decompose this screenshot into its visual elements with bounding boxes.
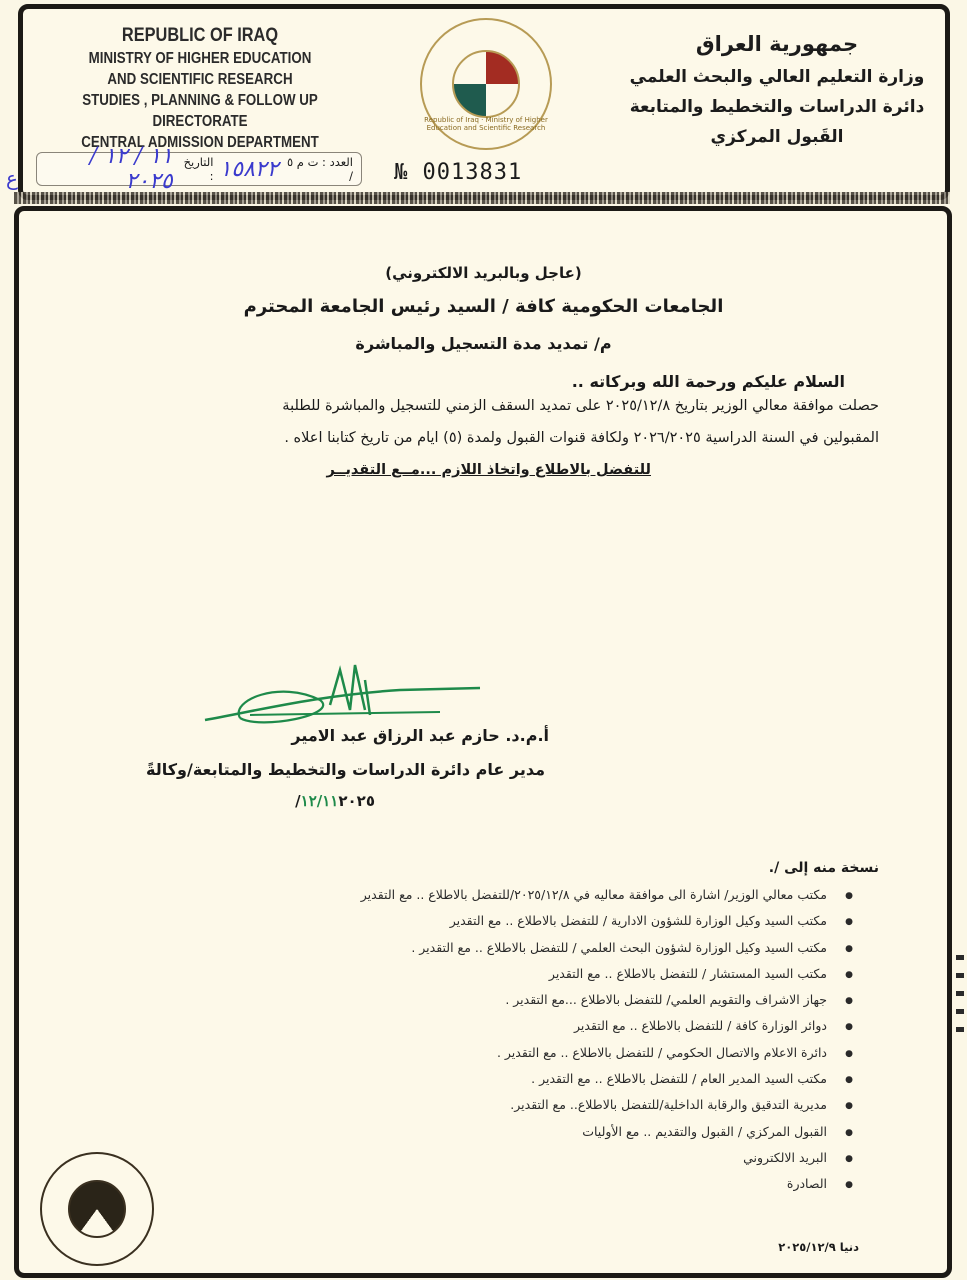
typist-initials-date: دنيا ٢٠٢٥/١٢/٩ <box>778 1240 859 1254</box>
list-item: ● البريد الالكتروني <box>361 1145 827 1171</box>
signature-date <box>295 792 375 810</box>
handwritten-mark: ع <box>6 166 18 190</box>
list-item: ● مكتب السيد وكيل الوزارة لشؤون البحث العلمي / للتفضل بالاطلاع .. مع التقدير . <box>361 935 827 961</box>
list-item: ● جهاز الاشراف والتقويم العلمي/ للتفضل بالاطلاع ...مع التقدير . <box>361 987 827 1013</box>
list-item: ● دائرة الاعلام والاتصال الحكومي / للتفضل بالاطلاع .. مع التقدير . <box>361 1040 827 1066</box>
seal-emblem-icon <box>452 50 520 118</box>
serial-number: № 0013831 <box>394 160 523 185</box>
seal-ring-text: Republic of Iraq · Ministry of Higher Education and Scientific Research <box>424 116 548 132</box>
ministry-name-en-2: AND SCIENTIFIC RESEARCH <box>107 71 293 88</box>
copies-list <box>361 882 827 1198</box>
signature-icon <box>200 660 490 730</box>
list-item: ● مكتب السيد المستشار / للتفضل بالاطلاع .. مع التقدير <box>361 961 827 987</box>
reference-number-label: العدد : ت م ٥ / <box>286 155 353 183</box>
list-item: ● مكتب معالي الوزير/ اشارة الى موافقة معاليه في ٢٠٢٥/١٢/٨/للتفضل بالاطلاع .. مع التقدير <box>361 882 827 908</box>
country-name-ar: جمهورية العراق <box>695 32 859 56</box>
arabic-letterhead <box>627 26 927 152</box>
ministry-stamp-icon <box>40 1152 154 1266</box>
list-item: ● الصادرة <box>361 1171 827 1197</box>
ministry-name-ar: وزارة التعليم العالي والبحث العلمي <box>629 67 925 87</box>
reference-date-label: التاريخ : <box>183 155 214 183</box>
reference-box <box>36 144 362 194</box>
list-item: ● مكتب السيد وكيل الوزارة للشؤون الادارية / للتفضل بالاطلاع .. مع التقدير <box>361 908 827 934</box>
directorate-name-ar: دائرة الدراسات والتخطيط والمتابعة <box>629 97 925 117</box>
stamp-emblem-icon <box>68 1180 126 1238</box>
reference-number-value: ١٥٨٢٢ <box>219 156 279 182</box>
subject-line: م/ تمديد مدة التسجيل والمباشرة <box>355 334 612 353</box>
addressee: الجامعات الحكومية كافة / السيد رئيس الجامعة المحترم <box>243 296 724 317</box>
reference-date-value: ١١ / ١٢ / ٢٠٢٥ <box>89 144 173 194</box>
list-item: ● مديرية التدقيق والرقابة الداخلية/للتفضل بالاطلاع.. مع التقدير. <box>361 1092 827 1118</box>
ministry-name-en-1: MINISTRY OF HIGHER EDUCATION <box>88 50 312 67</box>
urgency-note: (عاجل وبالبريد الالكتروني) <box>385 264 582 282</box>
department-name-en: CENTRAL ADMISSION DEPARTMENT <box>81 134 319 151</box>
department-name-ar: القَبول المركزي <box>710 127 844 147</box>
signature-date-printed: ٢٠٢٥/ <box>295 792 375 810</box>
directorate-name-en: STUDIES , PLANNING & FOLLOW UP DIRECTORATE <box>82 92 318 130</box>
list-item: ● دوائر الوزارة كافة / للتفضل بالاطلاع .. مع التقدير <box>361 1013 827 1039</box>
closing-line: للتفضل بالاطلاع واتخاذ اللازم ...مــع التقديــر <box>326 462 651 478</box>
copies-title: نسخة منه إلى /. <box>768 860 879 876</box>
signature-date-handwritten: ١٢/١١ <box>300 792 339 810</box>
list-item: ● القبول المركزي / القبول والتقديم .. مع الأوليات <box>361 1119 827 1145</box>
greeting: السلام عليكم ورحمة الله وبركاته .. <box>571 372 845 391</box>
body-paragraph-line-2: المقبولين في السنة الدراسية ٢٠٢٦/٢٠٢٥ ولكافة قنوات القبول ولمدة (٥) ايام من تاريخ كتابنا اعلاه . <box>284 430 879 446</box>
body-paragraph-line-1: حصلت موافقة معالي الوزير بتاريخ ٢٠٢٥/١٢/٨ على تمديد السقف الزمني للتسجيل والمباشرة للطلبة <box>282 398 879 414</box>
signer-name: أ.م.د. حازم عبد الرزاق عبد الامير <box>291 726 549 745</box>
list-item: ● مكتب السيد المدير العام / للتفضل بالاطلاع .. مع التقدير . <box>361 1066 827 1092</box>
scan-edge-marks <box>956 955 964 1045</box>
english-letterhead <box>54 24 346 153</box>
ministry-seal-icon <box>420 18 552 150</box>
signer-title: مدير عام دائرة الدراسات والتخطيط والمتابعة/وكالةً <box>146 760 545 779</box>
country-name-en: REPUBLIC OF IRAQ <box>121 25 279 46</box>
